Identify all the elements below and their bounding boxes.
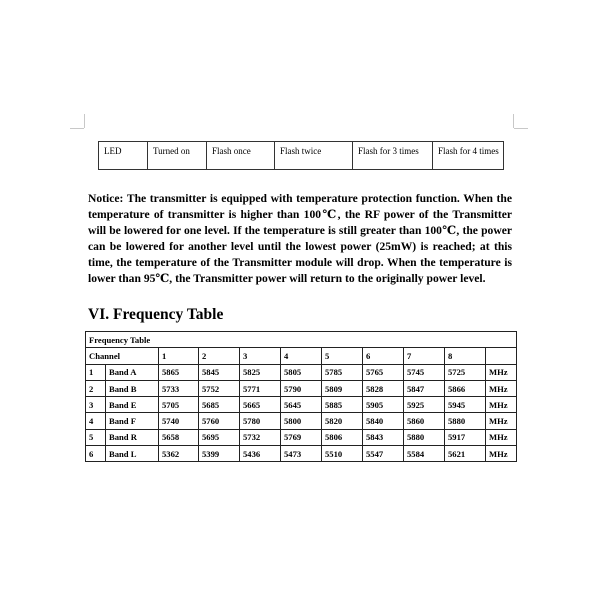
table-cell: Flash twice xyxy=(275,142,353,170)
crop-mark xyxy=(84,114,85,128)
frequency-cell: 5820 xyxy=(322,413,363,429)
unit-cell: MHz xyxy=(486,413,517,429)
frequency-cell: 5436 xyxy=(240,446,281,462)
crop-mark xyxy=(514,128,528,129)
frequency-cell: 5806 xyxy=(322,429,363,445)
frequency-cell: 5845 xyxy=(199,364,240,380)
table-caption-row xyxy=(86,332,517,348)
frequency-cell: 5765 xyxy=(363,364,404,380)
frequency-cell: 5705 xyxy=(159,397,199,413)
frequency-cell: 5885 xyxy=(322,397,363,413)
channel-number-cell: 1 xyxy=(86,364,106,380)
frequency-cell: 5805 xyxy=(281,364,322,380)
header-cell: 2 xyxy=(199,348,240,364)
frequency-cell: 5399 xyxy=(199,446,240,462)
channel-number-cell: 2 xyxy=(86,380,106,396)
frequency-cell: 5584 xyxy=(404,446,445,462)
unit-cell: MHz xyxy=(486,397,517,413)
table-cell: Flash for 4 times xyxy=(433,142,504,170)
frequency-cell: 5865 xyxy=(159,364,199,380)
unit-cell: MHz xyxy=(486,446,517,462)
frequency-cell: 5809 xyxy=(322,380,363,396)
frequency-cell: 5510 xyxy=(322,446,363,462)
band-name-cell: Band E xyxy=(106,397,159,413)
header-cell: 4 xyxy=(281,348,322,364)
frequency-cell: 5925 xyxy=(404,397,445,413)
frequency-cell: 5695 xyxy=(199,429,240,445)
channel-number-cell: 5 xyxy=(86,429,106,445)
channel-number-cell: 3 xyxy=(86,397,106,413)
table-row xyxy=(86,446,517,462)
frequency-cell: 5905 xyxy=(363,397,404,413)
table-row xyxy=(86,380,517,396)
frequency-table xyxy=(85,331,517,462)
frequency-cell: 5860 xyxy=(404,413,445,429)
table-caption: Frequency Table xyxy=(86,332,517,348)
crop-mark xyxy=(513,114,514,128)
table-cell: Turned on xyxy=(148,142,207,170)
frequency-cell: 5847 xyxy=(404,380,445,396)
header-cell: 7 xyxy=(404,348,445,364)
frequency-cell: 5840 xyxy=(363,413,404,429)
frequency-cell: 5780 xyxy=(240,413,281,429)
header-cell: 1 xyxy=(159,348,199,364)
frequency-cell: 5745 xyxy=(404,364,445,380)
header-cell: 6 xyxy=(363,348,404,364)
frequency-cell: 5740 xyxy=(159,413,199,429)
header-cell: 5 xyxy=(322,348,363,364)
frequency-cell: 5665 xyxy=(240,397,281,413)
frequency-cell: 5771 xyxy=(240,380,281,396)
header-cell: Channel xyxy=(86,348,159,364)
table-cell: Flash for 3 times xyxy=(353,142,433,170)
frequency-cell: 5800 xyxy=(281,413,322,429)
frequency-cell: 5790 xyxy=(281,380,322,396)
frequency-cell: 5880 xyxy=(404,429,445,445)
table-row xyxy=(86,364,517,380)
header-cell: 3 xyxy=(240,348,281,364)
unit-cell: MHz xyxy=(486,380,517,396)
frequency-cell: 5825 xyxy=(240,364,281,380)
table-row xyxy=(86,413,517,429)
unit-cell: MHz xyxy=(486,364,517,380)
frequency-cell: 5752 xyxy=(199,380,240,396)
frequency-cell: 5945 xyxy=(445,397,486,413)
frequency-cell: 5473 xyxy=(281,446,322,462)
band-name-cell: Band F xyxy=(106,413,159,429)
frequency-cell: 5785 xyxy=(322,364,363,380)
table-row xyxy=(99,142,504,170)
frequency-cell: 5843 xyxy=(363,429,404,445)
frequency-cell: 5685 xyxy=(199,397,240,413)
crop-mark xyxy=(70,128,84,129)
table-row xyxy=(86,429,517,445)
frequency-cell: 5880 xyxy=(445,413,486,429)
frequency-table-body xyxy=(86,364,517,462)
unit-cell: MHz xyxy=(486,429,517,445)
section-heading: VI. Frequency Table xyxy=(88,306,224,323)
frequency-cell: 5760 xyxy=(199,413,240,429)
channel-number-cell: 4 xyxy=(86,413,106,429)
frequency-cell: 5828 xyxy=(363,380,404,396)
band-name-cell: Band R xyxy=(106,429,159,445)
frequency-cell: 5733 xyxy=(159,380,199,396)
table-cell: LED xyxy=(99,142,148,170)
frequency-cell: 5362 xyxy=(159,446,199,462)
band-name-cell: Band A xyxy=(106,364,159,380)
table-cell: Flash once xyxy=(207,142,275,170)
frequency-cell: 5917 xyxy=(445,429,486,445)
frequency-cell: 5769 xyxy=(281,429,322,445)
frequency-cell: 5645 xyxy=(281,397,322,413)
frequency-cell: 5866 xyxy=(445,380,486,396)
notice-paragraph: Notice: The transmitter is equipped with temperature protection function. When the temperature of transmitter is higher than 100℃, the RF power of the Transmitter will be lowered for one level. If the temperature is still greater than 100℃, the power can be lowered for another level until the lowest power (25mW) is reached; at this time, the temperature of the Transmitter module will drop. When the temperature is lower than 95℃, the Transmitter power will return to the originally power level. xyxy=(88,192,512,285)
header-cell: 8 xyxy=(445,348,486,364)
frequency-cell: 5658 xyxy=(159,429,199,445)
table-header-row xyxy=(86,348,517,364)
frequency-cell: 5547 xyxy=(363,446,404,462)
frequency-cell: 5732 xyxy=(240,429,281,445)
table-row xyxy=(86,397,517,413)
channel-number-cell: 6 xyxy=(86,446,106,462)
frequency-cell: 5725 xyxy=(445,364,486,380)
header-cell xyxy=(486,348,517,364)
band-name-cell: Band L xyxy=(106,446,159,462)
led-status-table xyxy=(98,141,504,170)
band-name-cell: Band B xyxy=(106,380,159,396)
frequency-cell: 5621 xyxy=(445,446,486,462)
